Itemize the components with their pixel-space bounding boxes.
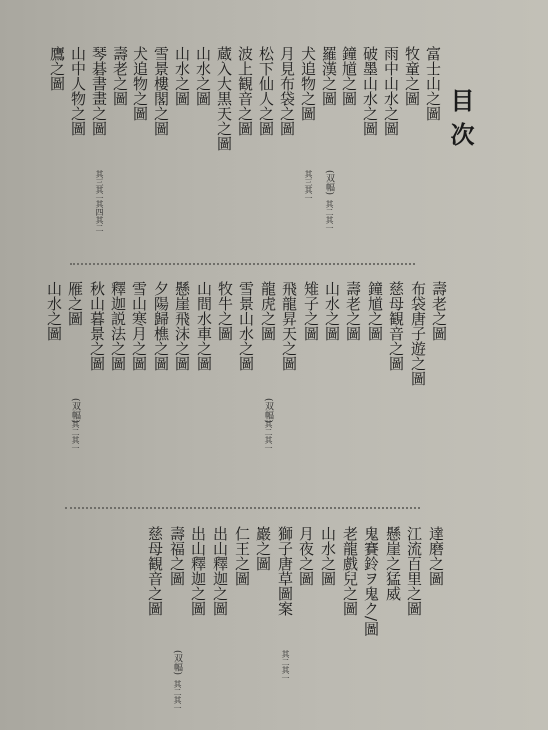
entry-note: (双幅) <box>172 650 182 676</box>
toc-entry <box>300 281 321 341</box>
toc-entry <box>252 526 273 571</box>
toc-entry <box>213 46 234 151</box>
toc-entry <box>144 526 165 616</box>
entry-title: 慈母観音之圖 <box>387 281 405 371</box>
entry-title: 雁之圖 <box>66 281 84 326</box>
toc-entry <box>295 526 316 586</box>
entry-title: 壽老之圖 <box>430 281 448 341</box>
toc-entry <box>187 526 208 616</box>
entry-title: 羅漢之圖 <box>320 46 338 106</box>
toc-entry <box>86 281 107 371</box>
toc-entry <box>234 46 255 136</box>
entry-title: 獅子唐草圖案 <box>276 526 294 616</box>
entry-title: 老龍戲兒之圖 <box>341 526 359 616</box>
toc-entry <box>64 281 85 452</box>
entry-title: 山水之圖 <box>45 281 63 341</box>
toc-entry <box>401 46 422 106</box>
entry-title: 山水之圖 <box>323 281 341 341</box>
entry-title: 山中人物之圖 <box>69 46 87 136</box>
entry-note: 其二其一 <box>173 680 182 712</box>
entry-title: 江流百里之圖 <box>405 526 423 616</box>
entry-title: 布袋唐子遊之圖 <box>409 281 427 386</box>
toc-entry <box>425 526 446 586</box>
toc-entry <box>150 46 171 136</box>
entry-title: 富士山之圖 <box>424 46 442 121</box>
entry-title: 雪山寒月之圖 <box>130 281 148 371</box>
toc-entry <box>166 526 187 712</box>
toc-entry <box>171 46 192 106</box>
toc-entry <box>321 281 342 341</box>
entry-title: 出山釋迦之圖 <box>189 526 207 616</box>
toc-entry <box>88 46 109 232</box>
toc-entry <box>403 526 424 616</box>
entry-note: 其二其一 <box>71 420 80 452</box>
entry-title: 壽老之圖 <box>111 46 129 106</box>
entry-title: 壽老之圖 <box>344 281 362 341</box>
toc-entry <box>209 526 230 616</box>
entry-title: 牧牛之圖 <box>216 281 234 341</box>
entry-title: 出山釋迦之圖 <box>211 526 229 616</box>
entry-title: 懸崖飛沫之圖 <box>173 281 191 371</box>
entry-title: 雪景山水之圖 <box>237 281 255 371</box>
toc-entry <box>422 46 443 121</box>
entry-title: 犬追物之圖 <box>131 46 149 121</box>
entry-title: 犬追物之圖 <box>299 46 317 121</box>
toc-entry <box>235 281 256 371</box>
entry-title: 鬼賽鈴ヲ鬼ク/圖 <box>362 526 380 637</box>
toc-entry <box>107 281 128 371</box>
section-divider <box>65 507 420 509</box>
toc-entry <box>297 46 318 202</box>
toc-entry <box>192 46 213 106</box>
toc-entry <box>171 281 192 371</box>
entry-note: 其二其一 <box>264 420 273 452</box>
toc-entry <box>214 281 235 341</box>
toc-entry <box>339 526 360 616</box>
entry-title: 琴碁書畫之圖 <box>90 46 108 136</box>
toc-entry <box>255 46 276 136</box>
toc-entry <box>276 46 297 136</box>
entry-title: 山水之圖 <box>173 46 191 106</box>
toc-entry <box>278 281 299 371</box>
entry-title: 蔵入大黒天之圖 <box>215 46 233 151</box>
toc-entry <box>380 46 401 136</box>
entry-title: 鷹之圖 <box>48 46 66 91</box>
entry-note: 其四其二 <box>95 200 104 232</box>
toc-entry <box>385 281 406 371</box>
toc-entry <box>407 281 428 386</box>
toc-entry <box>43 281 64 341</box>
entry-note: (双幅) <box>263 398 273 424</box>
entry-title: 山水之圖 <box>319 526 337 586</box>
entry-title: 牧童之圖 <box>403 46 421 106</box>
toc-entry <box>342 281 363 341</box>
entry-title: 仁王之圖 <box>233 526 251 586</box>
entry-title: 雪景樓閣之圖 <box>152 46 170 136</box>
entry-title: 鐘馗之圖 <box>340 46 358 106</box>
entry-title: 山間水車之圖 <box>195 281 213 371</box>
entry-title: 釋迦説法之圖 <box>109 281 127 371</box>
entry-note: 其二其一 <box>325 200 334 232</box>
toc-entry <box>257 281 278 452</box>
toc-entry <box>359 46 380 136</box>
toc-entry <box>128 281 149 371</box>
entry-note: 其三其一 <box>304 170 313 202</box>
entry-title: 月見布袋之圖 <box>278 46 296 136</box>
toc-entry <box>338 46 359 106</box>
toc-entry <box>364 281 385 341</box>
toc-entry <box>382 526 403 601</box>
entry-title: 秋山暮景之圖 <box>88 281 106 371</box>
entry-title: 夕陽歸樵之圖 <box>152 281 170 371</box>
toc-entry <box>317 526 338 586</box>
toc-entry <box>150 281 171 371</box>
entry-title: 懸崖之猛威 <box>384 526 402 601</box>
entry-title: 波上観音之圖 <box>236 46 254 136</box>
toc-entry <box>193 281 214 371</box>
entry-title: 月夜之圖 <box>297 526 315 586</box>
entry-title: 鐘馗之圖 <box>366 281 384 341</box>
entry-title: 雨中山水之圖 <box>382 46 400 136</box>
toc-heading: 目次 <box>446 88 475 156</box>
toc-entry <box>46 46 67 91</box>
entry-title: 飛龍昇天之圖 <box>280 281 298 371</box>
entry-title: 慈母観音之圖 <box>146 526 164 616</box>
entry-title: 雉子之圖 <box>302 281 320 341</box>
entry-title: 破墨山水之圖 <box>361 46 379 136</box>
toc-entry <box>129 46 150 121</box>
section-divider <box>70 263 415 265</box>
entry-title: 松下仙人之圖 <box>257 46 275 136</box>
entry-note: (双幅) <box>324 170 334 196</box>
toc-entry <box>274 526 295 682</box>
entry-title: 達磨之圖 <box>427 526 445 586</box>
entry-note: 其二其一 <box>281 650 290 682</box>
entry-note: 其三其一 <box>95 170 104 202</box>
entry-title: 壽福之圖 <box>168 526 186 586</box>
entry-title: 龍虎之圖 <box>259 281 277 341</box>
toc-entry <box>428 281 449 341</box>
entry-title: 山水之圖 <box>194 46 212 106</box>
toc-entry <box>231 526 252 586</box>
entry-note: (双幅) <box>70 398 80 424</box>
toc-entry <box>360 526 381 636</box>
toc-entry <box>109 46 130 106</box>
toc-entry <box>67 46 88 136</box>
toc-entry <box>318 46 339 232</box>
entry-title: 巖之圖 <box>254 526 272 571</box>
